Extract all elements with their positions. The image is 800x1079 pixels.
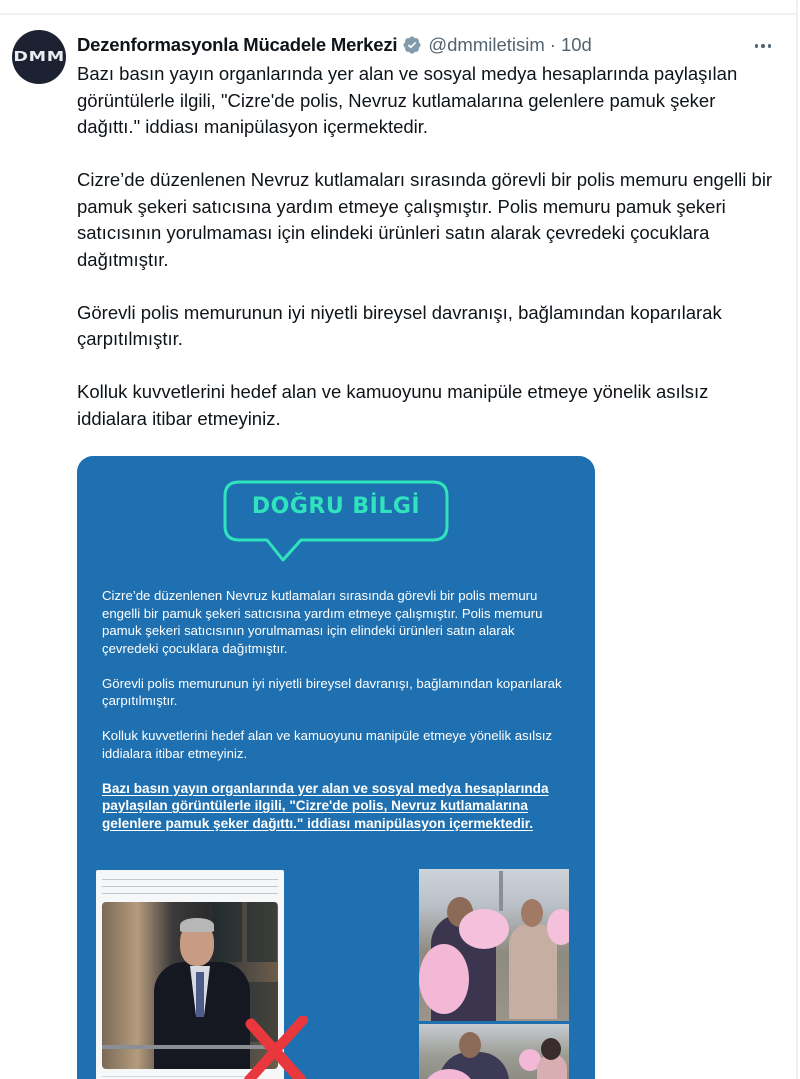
cotton-candy-photo-bottom (419, 1024, 569, 1079)
card-claim-text: Bazı basın yayın organlarında yer alan ve sosyal medya hesaplarında paylaşılan görüntülerle ilgili, "Cizre'de polis, Nevruz kutlamalarına gelenlere pamuk şeker dağıttı." iddiası manipülasyon içermektedir. (102, 780, 549, 831)
avatar[interactable] (12, 30, 66, 84)
window-pane (247, 902, 277, 962)
tweet-paragraph: Görevli polis memurunun iyi niyetli bireysel davranışı, bağlamından koparılarak çarpıtılmıştır. (77, 301, 722, 349)
card-heading: DOĞRU BİLGİ (251, 494, 421, 519)
verified-badge-icon[interactable] (402, 35, 422, 55)
timestamp[interactable]: 10d (560, 34, 592, 55)
screenshot-footer-lines (102, 1073, 252, 1079)
tweet-paragraph: Kolluk kuvvetlerini hedef alan ve kamuoyunu manipüle etmeye yönelik asılsız iddialara itibar etmeyiniz. (77, 381, 709, 429)
pole (499, 871, 503, 911)
window-pane (212, 902, 242, 962)
more-dot (761, 44, 765, 48)
tweet-paragraph: Cizre’de düzenlenen Nevruz kutlamaları sırasında görevli bir polis memuru engelli bir pamuk şekeri satıcısına yardım etmeye çalışmıştır. Polis memuru pamuk şekeri satıcısının yorulmaması için elindeki ürünleri satın alarak çevredeki çocuklara dağıtmıştır. (77, 169, 773, 270)
timeline-right-border (796, 0, 798, 1079)
child-head (541, 1038, 561, 1060)
more-dot (768, 44, 772, 48)
more-horizontal-icon (755, 44, 759, 48)
tweet[interactable] (0, 15, 796, 1079)
heading-speech-bubble (223, 480, 449, 564)
separator-dot: · (549, 34, 556, 55)
officer-head (459, 1032, 481, 1058)
cotton-candy-photo-top (419, 869, 569, 1021)
cotton-candy (419, 944, 469, 1014)
cotton-candy (459, 909, 509, 949)
card-paragraph: Görevli polis memurunun iyi niyetli bireysel davranışı, bağlamından koparılarak çarpıtılmıştır. (102, 675, 562, 708)
false-x-mark-icon (241, 1016, 311, 1079)
more-options-button[interactable] (748, 36, 778, 56)
display-name[interactable]: Dezenformasyonla Mücadele Merkezi (77, 34, 398, 55)
speaker-hair (180, 918, 214, 932)
speaker-tie (196, 972, 204, 1017)
avatar-logo-text: DMM (13, 49, 65, 65)
young-man-head (521, 899, 543, 927)
screenshot-caption-lines (102, 876, 278, 898)
media-image-card[interactable] (77, 456, 595, 1079)
user-handle[interactable]: @dmmiletisim (428, 34, 545, 55)
tweet-text (77, 61, 777, 432)
cotton-candy (547, 909, 569, 945)
card-paragraph: Kolluk kuvvetlerini hedef alan ve kamuoyunu manipüle etmeye yönelik asılsız iddialara itibar etmeyiniz. (102, 728, 553, 761)
card-body-text (102, 587, 572, 832)
tweet-header (77, 33, 592, 57)
card-paragraph: Cizre’de düzenlenen Nevruz kutlamaları sırasında görevli bir polis memuru engelli bir pamuk şekeri satıcısına yardım etmeye çalışmıştır. Polis memuru pamuk şekeri satıcısının yorulmaması için elindeki ürünleri satın alarak çevredeki çocuklara dağıtmıştır. (102, 588, 543, 656)
tweet-paragraph: Bazı basın yayın organlarında yer alan ve sosyal medya hesaplarında paylaşılan görüntülerle ilgili, "Cizre'de polis, Nevruz kutlamalarına gelenlere pamuk şeker dağıttı." iddiası manipülasyon içermektedir. (77, 63, 738, 137)
